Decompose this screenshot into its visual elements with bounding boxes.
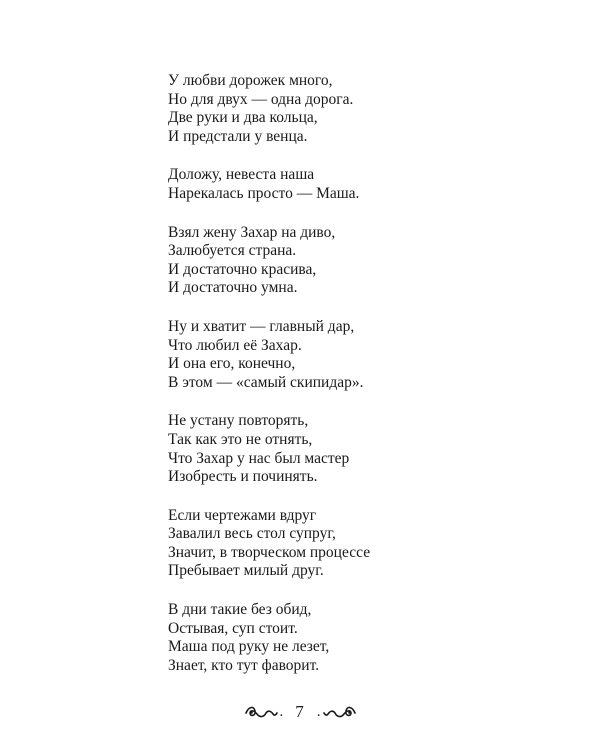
- poem-line: Но для двух — одна дорога.: [168, 90, 354, 108]
- folio-dot-right: .: [316, 703, 321, 720]
- poem-line: В дни такие без обид,: [168, 601, 312, 619]
- poem-line: Что любил её Захар.: [168, 336, 302, 354]
- poem-line: И предстали у венца.: [168, 127, 308, 145]
- stanza-7: [168, 601, 498, 675]
- poem-line: Что Захар у нас был мастер: [168, 449, 350, 467]
- poem-line: Залюбуется страна.: [168, 242, 297, 260]
- poem-line: Остывая, суп стоит.: [168, 619, 298, 637]
- poem-line: И она его, конечно,: [168, 355, 296, 373]
- poem-line: Изобресть и починять.: [168, 468, 318, 486]
- poem: [168, 72, 498, 695]
- poem-line: Так как это не отнять,: [168, 430, 313, 448]
- swash-ornament-right-icon: [323, 703, 357, 721]
- poem-line: Знает, кто тут фаворит.: [168, 656, 320, 674]
- poem-line: Две руки и два кольца,: [168, 109, 318, 127]
- poem-line: Маша под руку не лезет,: [168, 638, 330, 656]
- folio-dot-left: .: [279, 703, 284, 720]
- poem-line: Не устану повторять,: [168, 412, 309, 430]
- stanza-4: [168, 318, 498, 392]
- swash-ornament-left-icon: [244, 703, 278, 721]
- stanza-5: [168, 412, 498, 486]
- poem-line: Завалил весь стол супруг,: [168, 525, 336, 543]
- page-number: 7: [295, 702, 305, 721]
- poem-line: Взял жену Захар на диво,: [168, 223, 336, 241]
- poem-line: И достаточно умна.: [168, 279, 298, 297]
- poem-line: Пребывает милый друг.: [168, 562, 324, 580]
- poem-line: В этом — «самый скипидар».: [168, 373, 364, 391]
- stanza-3: [168, 224, 498, 298]
- poem-line: Нарекалась просто — Маша.: [168, 184, 360, 202]
- poem-line: Значит, в творческом процессе: [168, 543, 371, 561]
- page-footer: [0, 697, 600, 727]
- poem-line: И достаточно красива,: [168, 260, 317, 278]
- stanza-6: [168, 507, 498, 581]
- poem-line: Ну и хватит — главный дар,: [168, 317, 355, 335]
- poem-line: У любви дорожек много,: [168, 72, 333, 89]
- poem-line: Доложу, невеста наша: [168, 166, 315, 184]
- stanza-2: [168, 166, 498, 203]
- stanza-1: [168, 72, 498, 146]
- poem-line: Если чертежами вдруг: [168, 506, 317, 524]
